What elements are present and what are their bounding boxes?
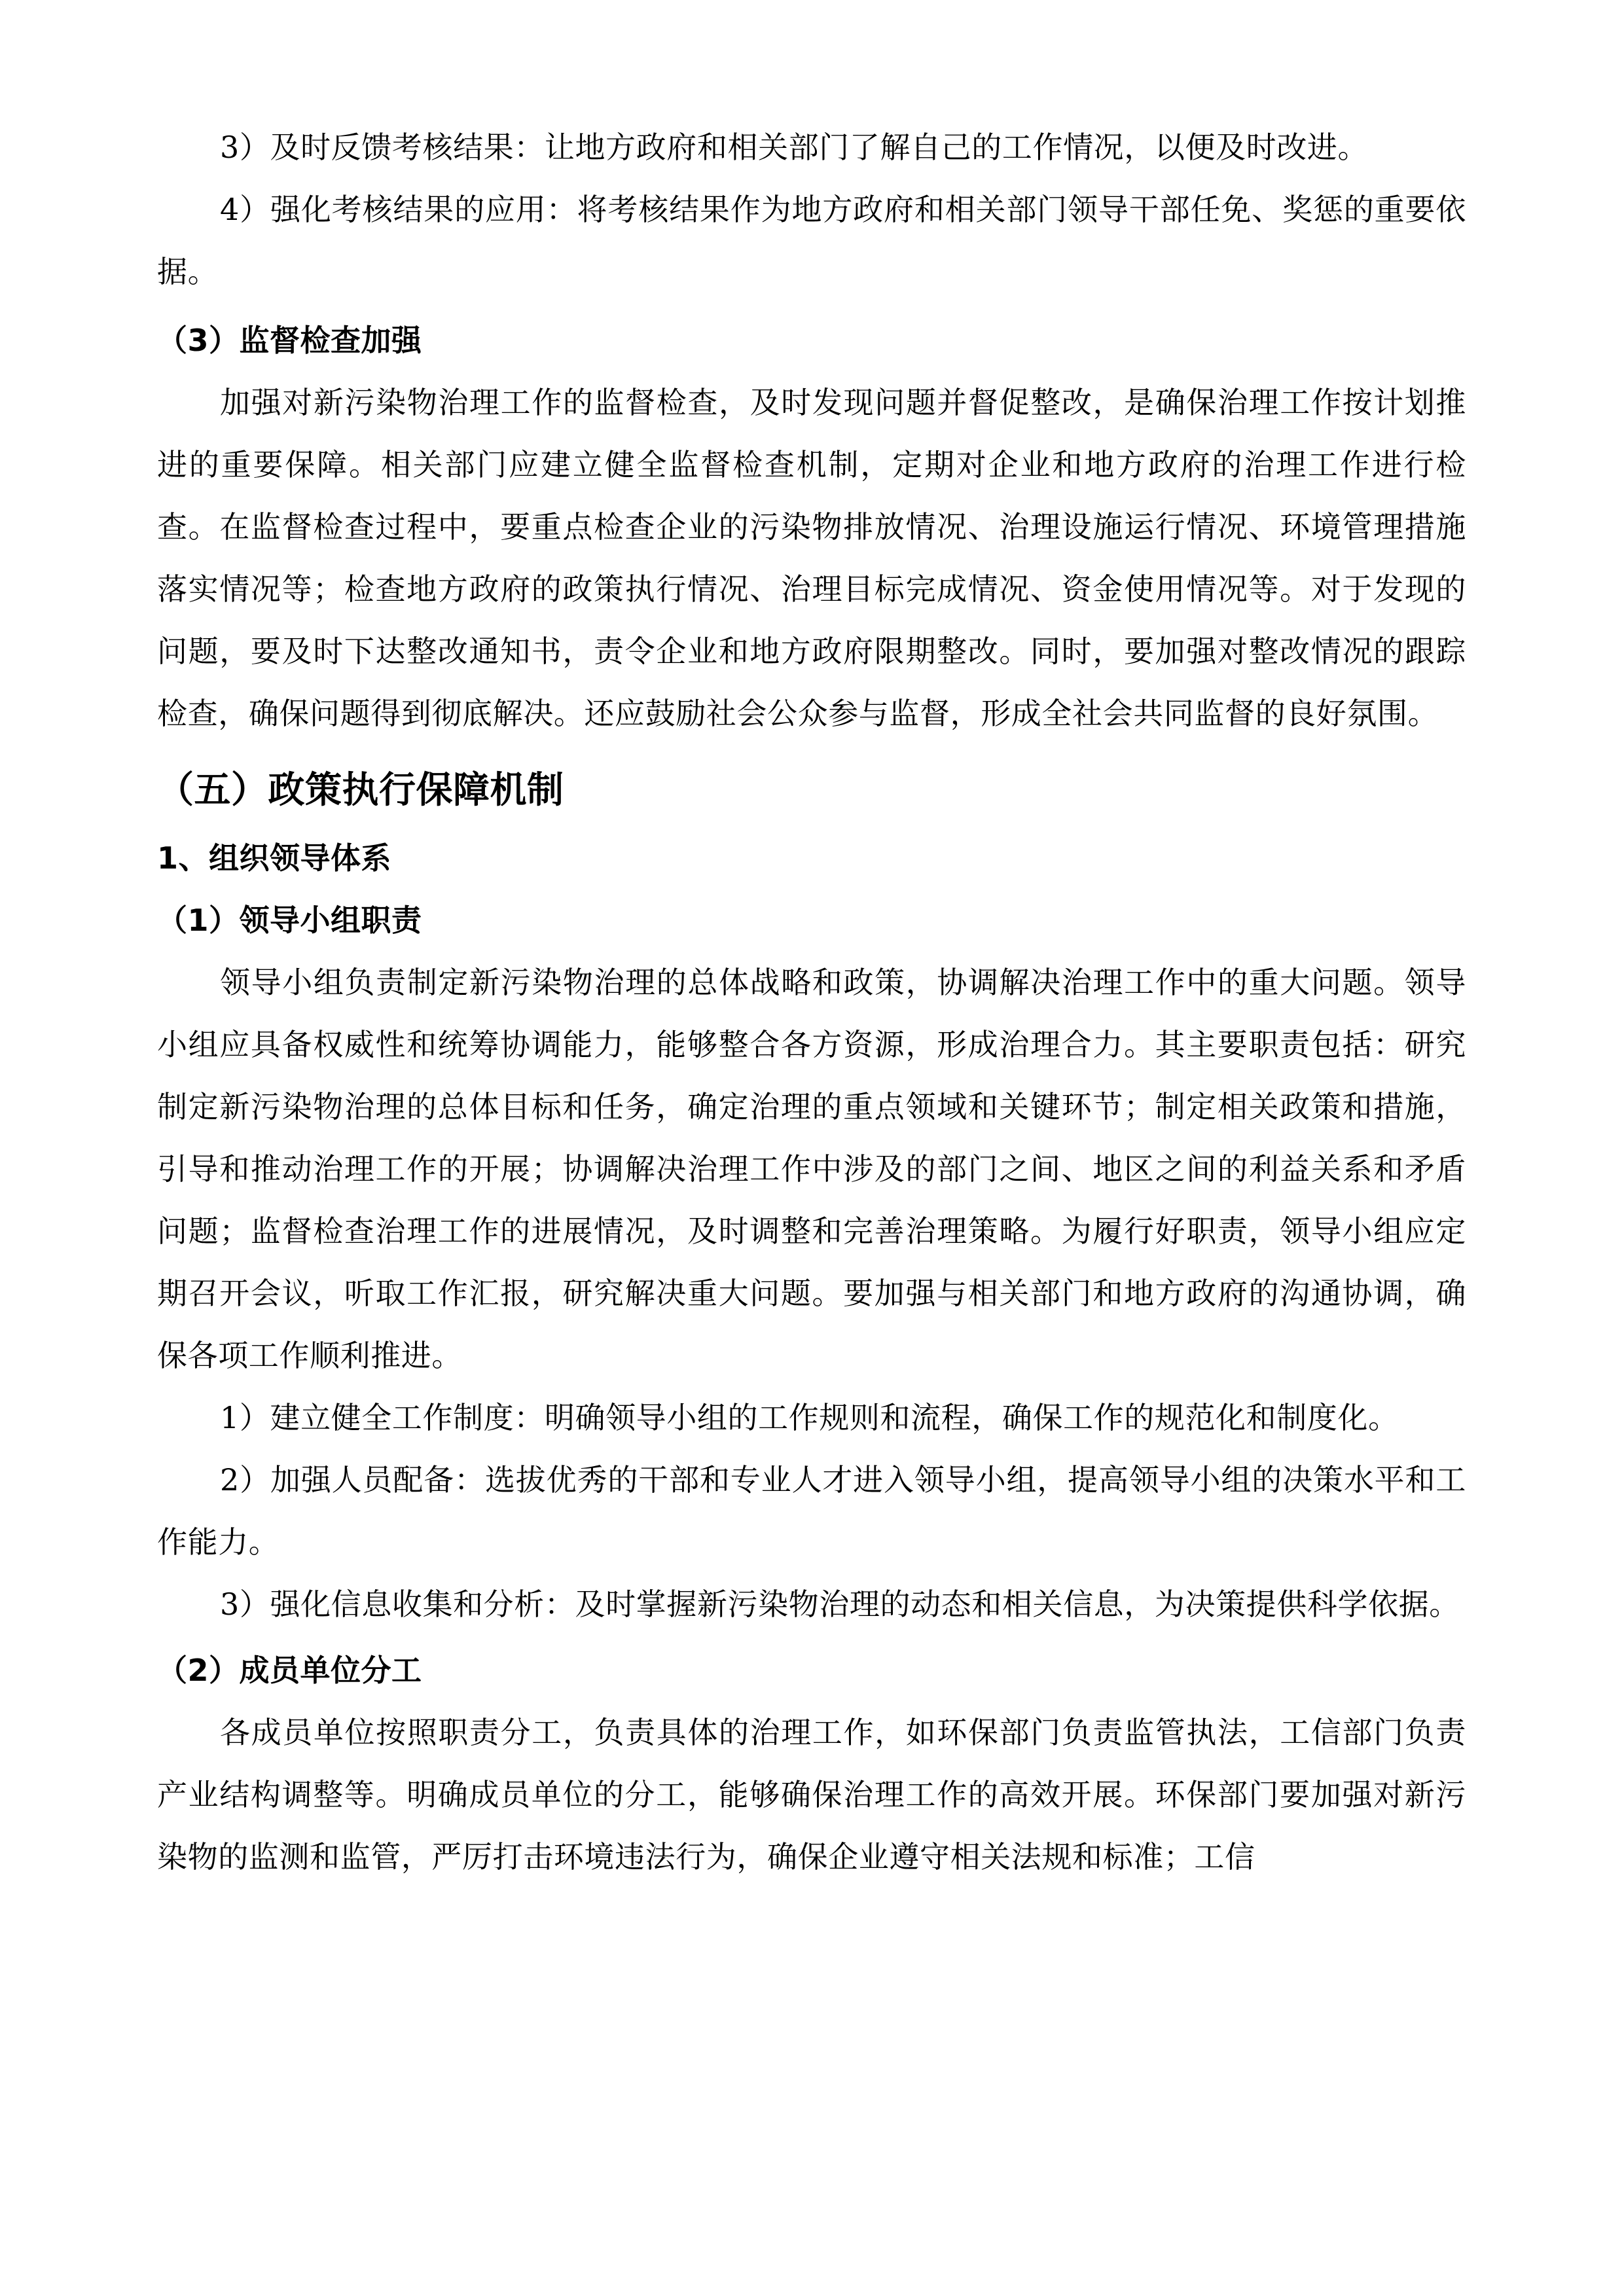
paragraph: 各成员单位按照职责分工，负责具体的治理工作，如环保部门负责监管执法，工信部门负责产业结构调整等。明确成员单位的分工，能够确保治理工作的高效开展。环保部门要加强对新污染物的监测和监管，严厉打击环境违法行为，确保企业遵守相关法规和标准；工信 <box>157 1715 1466 1874</box>
list-item: 2）加强人员配备：选拔优秀的干部和专业人才进入领导小组，提高领导小组的决策水平和工作能力。 <box>157 1462 1466 1560</box>
heading-policy-implementation-guarantee: （五）政策执行保障机制 <box>157 769 564 812</box>
page-content <box>157 117 1466 1888</box>
heading-organization-leadership-system: 1、组织领导体系 <box>157 840 392 876</box>
spacer <box>157 745 1466 754</box>
heading-member-unit-division: （2）成员单位分工 <box>157 1653 422 1688</box>
spacer <box>157 303 1466 310</box>
heading-supervision-inspection: （3）监督检查加强 <box>157 323 422 358</box>
paragraph: 领导小组负责制定新污染物治理的总体战略和政策，协调解决治理工作中的重大问题。领导小组应具备权威性和统筹协调能力，能够整合各方资源，形成治理合力。其主要职责包括：研究制定新污染物治理的总体目标和任务，确定治理的重点领域和关键环节；制定相关政策和措施，引导和推动治理工作的开展；协调解决治理工作中涉及的部门之间、地区之间的利益关系和矛盾问题；监督检查治理工作的进展情况，及时调整和完善治理策略。为履行好职责，领导小组应定期召开会议，听取工作汇报，研究解决重大问题。要加强与相关部门和地方政府的沟通协调，确保各项工作顺利推进。 <box>157 965 1466 1373</box>
list-item: 4）强化考核结果的应用：将考核结果作为地方政府和相关部门领导干部任免、奖惩的重要依据。 <box>157 192 1466 289</box>
heading-leading-group-duties: （1）领导小组职责 <box>157 903 422 938</box>
list-item: 1）建立健全工作制度：明确领导小组的工作规则和流程，确保工作的规范化和制度化。 <box>220 1400 1399 1435</box>
paragraph: 加强对新污染物治理工作的监督检查，及时发现问题并督促整改，是确保治理工作按计划推进的重要保障。相关部门应建立健全监督检查机制，定期对企业和地方政府的治理工作进行检查。在监督检查过程中，要重点检查企业的污染物排放情况、治理设施运行情况、环境管理措施落实情况等；检查地方政府的政策执行情况、治理目标完成情况、资金使用情况等。对于发现的问题，要及时下达整改通知书，责令企业和地方政府限期整改。同时，要加强对整改情况的跟踪检查，确保问题得到彻底解决。还应鼓励社会公众参与监督，形成全社会共同监督的良好氛围。 <box>157 385 1466 731</box>
list-item: 3）强化信息收集和分析：及时掌握新污染物治理的动态和相关信息，为决策提供科学依据。 <box>220 1587 1460 1622</box>
list-item: 3）及时反馈考核结果：让地方政府和相关部门了解自己的工作情况，以便及时改进。 <box>220 130 1369 165</box>
